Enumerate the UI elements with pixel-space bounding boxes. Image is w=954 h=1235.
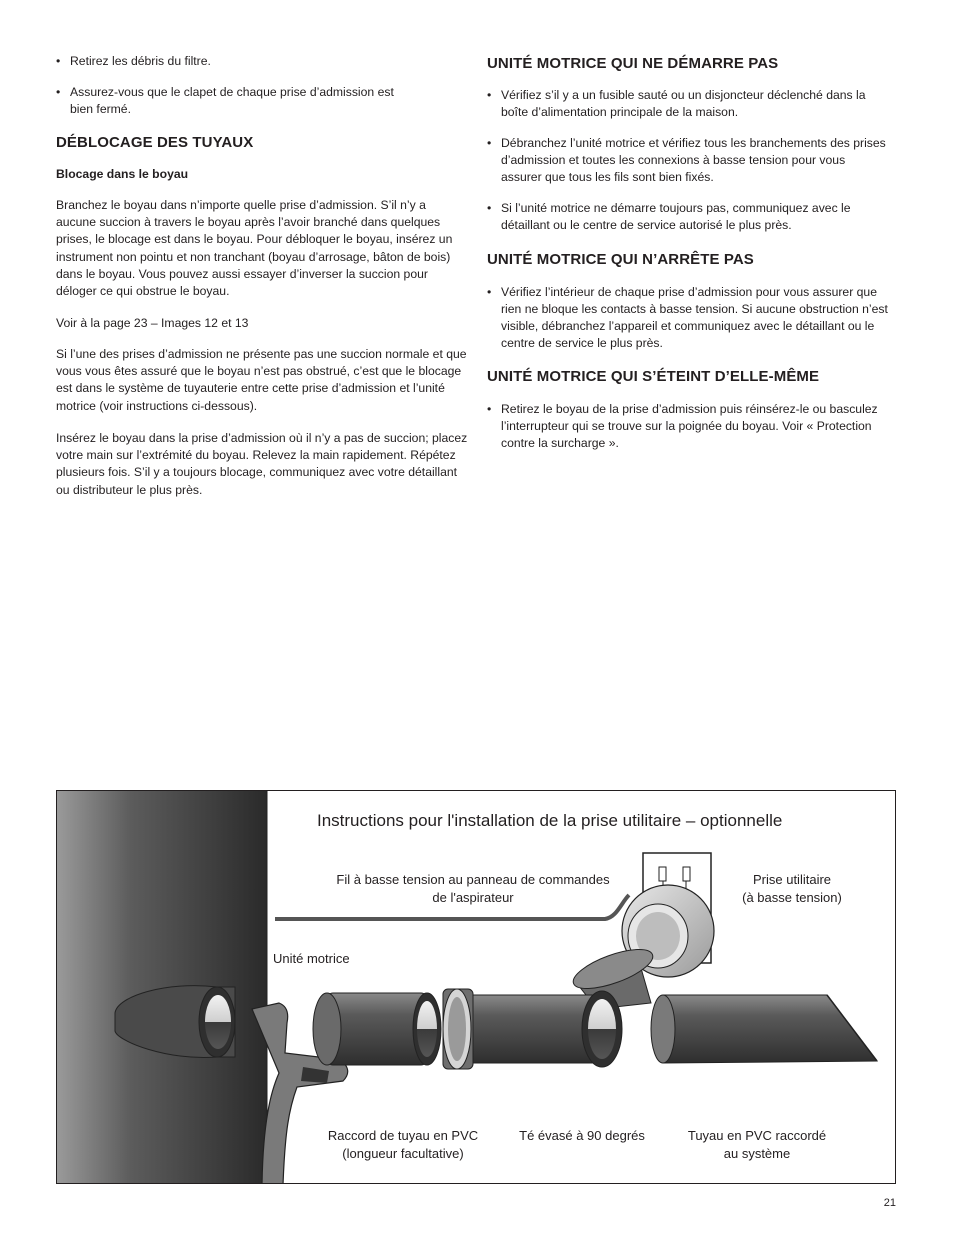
bullet-list: [487, 284, 889, 352]
page-number: 21: [883, 1197, 896, 1209]
label-line: (longueur facultative): [342, 1146, 464, 1161]
list-item: • Assurez-vous que le clapet de chaque prise d’admission est bien fermé.: [56, 84, 416, 118]
figure-title: Instructions pour l'installation de la prise utilitaire – optionnelle: [317, 811, 783, 830]
bullet-list: [487, 87, 889, 234]
list-item: • Vérifiez l’intérieur de chaque prise d’admission pour vous assurer que rien ne bloque les contacts à basse tension. Si aucune obstruction n’est visible, débranchez l’appareil et communiquez avec le détaillant ou le centre de service le plus près.: [487, 284, 889, 352]
pvc-pipe-system: [651, 995, 877, 1063]
paragraph: Si l’une des prises d’admission ne présente pas une succion normale et que vous vous êtes assuré que le boyau n’est pas obstrué, c’est que le blocage est dans le système de tuyauterie entre cette prise d’admission et l’unité motrice (voir instructions ci-dessous).: [56, 347, 467, 413]
label-utility-outlet: [717, 871, 867, 907]
section-heading-deblocage: DÉBLOCAGE DES TUYAUX: [56, 134, 254, 151]
paragraph-reference: Voir à la page 23 – Images 12 et 13: [56, 316, 249, 330]
label-pvc-pipe: [667, 1127, 847, 1163]
label-line: Fil à basse tension au panneau de commandes: [336, 872, 610, 887]
installation-illustration: [57, 791, 896, 1184]
label-line: au système: [723, 1146, 791, 1161]
label-line: Tuyau en PVC raccordé: [687, 1128, 827, 1143]
section-heading-ne-demarre-pas: UNITÉ MOTRICE QUI NE DÉMARRE PAS: [487, 55, 779, 72]
section-heading-s-eteint: UNITÉ MOTRICE QUI S’ÉTEINT D’ELLE-MÊME: [487, 368, 820, 385]
label-low-voltage-wire: [323, 871, 623, 907]
list-item: • Vérifiez s’il y a un fusible sauté ou un disjoncteur déclenché dans la boîte d’alimentation principale de la maison.: [487, 87, 889, 121]
installation-figure: [56, 790, 896, 1184]
filter-bullets: [56, 53, 416, 118]
label-flared-tee: Té évasé à 90 degrés: [519, 1128, 645, 1143]
label-line: Prise utilitaire: [752, 872, 832, 887]
label-pvc-coupling: [303, 1127, 503, 1163]
label-line: de l'aspirateur: [432, 890, 514, 905]
list-item: • Si l’unité motrice ne démarre toujours pas, communiquez avec le détaillant ou le centre de service autorisé le plus près.: [487, 200, 889, 234]
list-item: • Retirez les débris du filtre.: [56, 53, 416, 70]
pvc-coupling: [313, 993, 441, 1065]
list-item: • Retirez le boyau de la prise d’admission puis réinsérez-le ou basculez l’interrupteur qui se trouve sur la poignée du boyau. Voir « Protection contre la surcharge ».: [487, 401, 889, 452]
label-line: (à basse tension): [742, 890, 842, 905]
paragraph: Insérez le boyau dans la prise d’admission où il n’y a pas de succion; placez votre main sur l’extrémité du boyau. Relevez la main rapidement. Répétez plusieurs fois. S’il y a toujours blocage, communiquez avec votre détaillant ou distributeur le plus près.: [56, 431, 468, 497]
label-motor-unit: Unité motrice: [273, 951, 350, 966]
label-line: Raccord de tuyau en PVC: [327, 1128, 479, 1143]
flared-tee-90: [443, 941, 657, 1069]
section-heading-n-arrete-pas: UNITÉ MOTRICE QUI N’ARRÊTE PAS: [487, 251, 754, 268]
motor-unit: [57, 791, 348, 1184]
bullet-list: [487, 401, 889, 452]
list-item: • Débranchez l’unité motrice et vérifiez tous les branchements des prises d’admission et toutes les connexions à basse tension pour vous assurer que tous les fils sont bien fixés.: [487, 135, 889, 186]
subheading-blocage-boyau: Blocage dans le boyau: [56, 167, 189, 181]
paragraph: Branchez le boyau dans n’importe quelle prise d’admission. S’il n’y a aucune succion à travers le boyau après l’avoir branché dans quelques prises, le blocage est dans le boyau. Pour débloquer le boyau, insérez un instrument non pointu et non tranchant (boyau d’arrosage, bâton de bois) dans le boyau. Vous pouvez aussi essayer d’inverser la succion pour déloger ce qui obstrue le boyau.: [56, 198, 453, 299]
